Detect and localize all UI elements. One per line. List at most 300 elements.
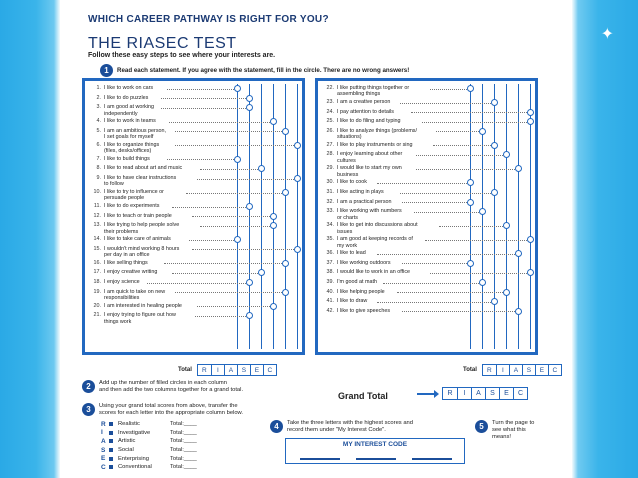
leader-dots	[189, 240, 236, 241]
answer-circle[interactable]	[479, 279, 486, 286]
leader-dots	[402, 263, 469, 264]
statement-number: 4.	[96, 118, 101, 125]
statement-line: I like to do puzzles	[104, 94, 149, 101]
letter-box-c[interactable]: C	[513, 388, 527, 399]
step-5-line-3: means!	[492, 434, 512, 441]
statement-number: 33.	[326, 208, 334, 215]
answer-circle[interactable]	[270, 222, 277, 229]
letter-box-i[interactable]: I	[496, 365, 509, 375]
leader-dots	[411, 112, 529, 113]
answer-circle[interactable]	[246, 312, 253, 319]
answer-circle[interactable]	[467, 199, 474, 206]
statement-number: 11.	[93, 203, 101, 209]
leader-dots	[172, 207, 248, 208]
statement-row	[89, 289, 239, 302]
answer-circle[interactable]	[234, 85, 241, 92]
statement-line: I like helping people	[337, 288, 385, 295]
legend-letter: E	[101, 455, 106, 463]
score-column-divider	[506, 84, 507, 349]
leader-dots	[397, 292, 505, 293]
leader-dots	[383, 283, 481, 284]
statement-line: my work	[337, 242, 358, 249]
statement-line: per day in an office	[104, 252, 150, 259]
legend-type-name: Conventional	[118, 464, 152, 471]
total-row-left	[178, 364, 277, 376]
answer-circle[interactable]	[491, 189, 498, 196]
riasec-legend	[101, 420, 210, 472]
statement-number: 30.	[326, 179, 334, 186]
leader-dots	[192, 216, 272, 217]
leader-dots	[400, 103, 493, 104]
answer-circle[interactable]	[467, 260, 474, 267]
answer-circle[interactable]	[258, 165, 265, 172]
answer-circle[interactable]	[491, 142, 498, 149]
statement-line: I am good at keeping records of	[337, 236, 413, 243]
bullet-square-icon	[109, 431, 113, 435]
legend-total-field[interactable]: Total:____	[170, 438, 197, 445]
statement-line: I like putting things together or	[337, 85, 410, 91]
statement-line: I like acting in plays	[337, 189, 384, 195]
legend-letter: R	[101, 420, 106, 428]
answer-circle[interactable]	[246, 203, 253, 210]
step-1-text: Read each statement. If you agree with the statement, fill in the circle. There are no wrong answers!	[117, 67, 410, 74]
leader-dots	[164, 263, 284, 264]
step-2	[82, 380, 243, 394]
leader-dots	[425, 240, 529, 241]
statement-text	[104, 222, 239, 235]
statement-line: I like to work in teams	[104, 118, 156, 125]
statement-number: 14.	[93, 236, 101, 243]
step-5-text	[492, 420, 534, 442]
grand-total-boxes	[442, 387, 528, 400]
step-3	[82, 403, 243, 417]
leader-dots	[192, 249, 296, 250]
statements-panel-left	[82, 78, 305, 355]
statement-row	[89, 246, 239, 259]
statement-line: I like to work on cars	[104, 85, 154, 91]
answer-circle[interactable]	[294, 246, 301, 253]
step-2-line-2: and then add the two columns together for a grand total.	[99, 387, 244, 394]
statement-line: I am a practical person	[337, 198, 392, 205]
leader-dots	[430, 89, 469, 90]
statement-number: 25.	[326, 118, 334, 125]
statement-line: situations)	[337, 134, 362, 141]
leader-dots	[175, 145, 296, 146]
statement-line: I like to have clear instructions	[104, 175, 177, 181]
step-5-line-1: Turn the page to	[492, 420, 535, 426]
step-3-line-1: Using your grand total scores from above, transfer the	[99, 403, 238, 409]
statement-line: I set goals for myself	[104, 134, 154, 141]
letter-box-e[interactable]: E	[250, 365, 263, 375]
legend-row	[101, 463, 210, 472]
statement-line: I like to play instruments or sing	[337, 141, 413, 148]
statement-line: I pay attention to details	[337, 108, 394, 115]
statement-line: I like to do experiments	[104, 203, 160, 209]
page-subtitle: Follow these easy steps to see where your interests are.	[88, 52, 276, 59]
answer-circle[interactable]	[467, 85, 474, 92]
leader-dots	[402, 311, 517, 312]
leader-dots	[175, 292, 284, 293]
statement-line: independently	[104, 110, 138, 117]
answer-circle[interactable]	[527, 118, 534, 125]
answer-circle[interactable]	[503, 289, 510, 296]
statement-line: I like to do filing and typing	[337, 118, 401, 125]
leader-dots	[186, 193, 284, 194]
answer-circle[interactable]	[503, 222, 510, 229]
legend-letter: C	[101, 463, 106, 471]
statement-line: I like to try to influence or	[104, 189, 164, 195]
answer-circle[interactable]	[246, 279, 253, 286]
statement-line: to follow	[104, 181, 124, 188]
legend-row	[101, 437, 210, 446]
statement-number: 22.	[326, 85, 334, 91]
legend-total-field[interactable]: Total:____	[170, 464, 197, 471]
statement-line: I like working outdoors	[337, 259, 391, 266]
total-label: Total	[178, 367, 192, 373]
statement-line: I enjoy trying to figure out how	[104, 312, 176, 319]
statement-number: 29.	[326, 165, 334, 172]
statement-number: 7.	[96, 155, 101, 162]
leader-dots	[422, 122, 529, 123]
bullet-square-icon	[109, 457, 113, 461]
leader-dots	[197, 306, 272, 307]
leader-dots	[430, 273, 529, 274]
leader-dots	[167, 159, 236, 160]
step-2-line-1: Add up the number of filled circles in each column	[99, 380, 227, 386]
statement-number: 39.	[326, 279, 334, 285]
statement-line: responsibilities	[104, 295, 140, 302]
bullet-square-icon	[109, 448, 113, 452]
statement-line: I like to read about art and music	[104, 165, 183, 172]
statement-line: I like to get into discussions about	[337, 222, 418, 229]
answer-circle[interactable]	[491, 298, 498, 305]
answer-circle[interactable]	[527, 236, 534, 243]
bullet-square-icon	[109, 465, 113, 469]
answer-circle[interactable]	[282, 189, 289, 196]
statement-number: 18.	[93, 279, 101, 285]
answer-circle[interactable]	[527, 269, 534, 276]
answer-circle[interactable]	[282, 128, 289, 135]
leader-dots	[377, 302, 493, 303]
grand-total-label: Grand Total	[338, 391, 388, 401]
leader-dots	[172, 273, 260, 274]
statement-number: 21.	[93, 312, 101, 319]
statement-number: 35.	[326, 236, 334, 243]
total-label: Total	[463, 367, 477, 373]
step-3-text	[99, 403, 243, 417]
statement-text	[104, 289, 239, 302]
interest-code-blank-3[interactable]	[412, 458, 452, 460]
letter-box-i[interactable]: I	[457, 388, 471, 399]
statement-line: their problems	[104, 228, 139, 235]
leader-dots	[433, 145, 493, 146]
statement-line: issues	[337, 228, 353, 235]
worksheet-header: WHICH CAREER PATHWAY IS RIGHT FOR YOU?	[88, 14, 329, 25]
statement-text	[104, 246, 239, 259]
statement-row	[322, 222, 472, 235]
statement-line: or charts	[337, 214, 358, 221]
answer-circle[interactable]	[479, 208, 486, 215]
leader-dots	[400, 193, 493, 194]
statement-line: I am quick to take on new	[104, 288, 166, 295]
legend-total-field[interactable]: Total:____	[170, 429, 197, 436]
step-number-badge: 1	[100, 64, 113, 77]
letter-box-r[interactable]: R	[447, 390, 453, 397]
total-boxes-right	[482, 364, 562, 376]
legend-letter: S	[101, 446, 106, 454]
statement-number: 34.	[326, 222, 334, 229]
legend-row	[101, 454, 210, 463]
answer-circle[interactable]	[491, 99, 498, 106]
total-boxes-left	[197, 364, 277, 376]
statement-line: I am good at working	[104, 104, 155, 111]
statement-row	[89, 312, 239, 325]
legend-total-field[interactable]: Total:____	[170, 421, 197, 428]
statement-number: 13.	[93, 222, 101, 229]
arrow-right-icon	[417, 393, 435, 395]
leader-dots	[416, 169, 517, 170]
statement-line: I enjoy learning about other	[337, 151, 403, 158]
statement-number: 3.	[96, 104, 101, 111]
legend-type-name: Realistic	[118, 421, 140, 428]
answer-circle[interactable]	[282, 260, 289, 267]
statement-row	[322, 165, 472, 178]
statement-text	[104, 128, 239, 141]
statement-number: 27.	[326, 141, 334, 148]
page-title: THE RIASEC TEST	[88, 35, 237, 52]
letter-box-s[interactable]: S	[485, 388, 499, 399]
leader-dots	[167, 89, 236, 90]
legend-row	[101, 446, 210, 455]
statement-number: 6.	[96, 141, 101, 148]
statement-number: 2.	[96, 94, 101, 101]
legend-row	[101, 420, 210, 429]
statement-number: 41.	[326, 298, 334, 305]
letter-box-c[interactable]: C	[263, 365, 276, 375]
leader-dots	[439, 226, 505, 227]
statement-line: I like to teach or train people	[104, 212, 172, 219]
answer-circle[interactable]	[479, 128, 486, 135]
step-1	[100, 64, 409, 77]
my-interest-code-box	[285, 438, 465, 464]
statement-row	[89, 104, 239, 117]
statement-number: 24.	[326, 108, 334, 115]
statement-line: I'm good at math	[337, 279, 377, 285]
step-3-line-2: scores for each letter into the appropriate column below.	[99, 410, 244, 417]
score-column-divider	[285, 84, 286, 349]
letter-box-i[interactable]: I	[211, 365, 224, 375]
statement-line: persuade people	[104, 195, 145, 202]
legend-total-field[interactable]: Total:____	[170, 455, 197, 462]
statement-number: 8.	[96, 165, 101, 172]
step-4-line-2: record them under "My Interest Code".	[287, 427, 386, 434]
leader-dots	[414, 212, 481, 213]
letter-box-e[interactable]: E	[535, 365, 548, 375]
leader-dots	[161, 98, 248, 99]
statement-number: 10.	[93, 189, 101, 195]
statement-text	[337, 165, 472, 178]
leader-dots	[416, 155, 505, 156]
statement-number: 12.	[93, 212, 101, 219]
statement-text	[337, 208, 472, 221]
statement-number: 36.	[326, 250, 334, 257]
statement-text	[104, 104, 239, 117]
statement-line: I like to organize things	[104, 141, 160, 148]
letter-box-r[interactable]: R	[202, 366, 207, 374]
legend-type-name: Social	[118, 447, 134, 454]
statement-text	[337, 236, 472, 249]
statement-line: I like to build things	[104, 155, 150, 162]
answer-circle[interactable]	[515, 165, 522, 172]
bullet-square-icon	[109, 422, 113, 426]
statement-line: I like to give speeches	[337, 307, 391, 314]
statement-line: I like selling things	[104, 259, 148, 266]
leader-dots	[402, 202, 469, 203]
statement-line: I enjoy science	[104, 279, 140, 285]
answer-circle[interactable]	[270, 213, 277, 220]
letter-box-a[interactable]: A	[471, 388, 485, 399]
total-row-right	[463, 364, 562, 376]
statement-number: 38.	[326, 269, 334, 276]
leader-dots	[200, 226, 272, 227]
statement-line: I am a creative person	[337, 99, 391, 105]
interest-code-blank-1[interactable]	[300, 458, 340, 460]
legend-type-name: Enterprising	[118, 455, 149, 462]
letter-box-r[interactable]: R	[487, 366, 492, 374]
legend-type-name: Investigative	[118, 429, 151, 436]
answer-circle[interactable]	[270, 303, 277, 310]
statement-line: I would like to work in an office	[337, 269, 411, 276]
letter-box-a[interactable]: A	[224, 365, 237, 375]
statement-line: I am interested in healing people	[104, 302, 182, 309]
legend-total-field[interactable]: Total:____	[170, 447, 197, 454]
statement-line: business	[337, 171, 359, 178]
statement-text	[104, 142, 239, 155]
statement-number: 16.	[93, 259, 101, 266]
answer-circle[interactable]	[246, 104, 253, 111]
statement-text	[104, 175, 239, 188]
statement-row	[89, 142, 239, 155]
statement-row	[322, 85, 472, 98]
answer-circle[interactable]	[294, 142, 301, 149]
statement-number: 37.	[326, 259, 334, 266]
letter-box-e[interactable]: E	[499, 388, 513, 399]
statement-line: I like to take care of animals	[104, 236, 171, 243]
statement-number: 15.	[93, 245, 101, 252]
answer-circle[interactable]	[515, 308, 522, 315]
statement-line: things work	[104, 318, 132, 325]
statement-line: (files, desks/offices)	[104, 148, 152, 155]
answer-circle[interactable]	[467, 179, 474, 186]
step-number-badge: 4	[270, 420, 283, 433]
leader-dots	[169, 122, 272, 123]
statement-line: I like to cook	[337, 179, 367, 186]
statement-row	[89, 175, 239, 188]
statement-number: 28.	[326, 151, 334, 158]
answer-circle[interactable]	[515, 250, 522, 257]
letter-box-a[interactable]: A	[509, 365, 522, 375]
letter-box-s[interactable]: S	[237, 365, 250, 375]
statement-line: cultures	[337, 157, 356, 164]
statement-line: I would like to start my own	[337, 165, 402, 172]
answer-circle[interactable]	[294, 175, 301, 182]
statement-row	[89, 222, 239, 235]
statement-text	[337, 151, 472, 164]
answer-circle[interactable]	[246, 95, 253, 102]
statement-number: 23.	[326, 99, 334, 105]
statement-number: 17.	[93, 269, 101, 276]
statement-line: I like to draw	[337, 298, 368, 305]
answer-circle[interactable]	[234, 156, 241, 163]
letter-box-s[interactable]: S	[522, 365, 535, 375]
statement-row	[322, 208, 472, 221]
statement-line: I wouldn't mind working 8 hours	[104, 245, 180, 252]
answer-circle[interactable]	[234, 236, 241, 243]
step-4-text	[287, 420, 413, 434]
statement-text	[104, 189, 239, 202]
answer-circle[interactable]	[503, 151, 510, 158]
answer-circle[interactable]	[270, 118, 277, 125]
statement-number: 26.	[326, 127, 334, 134]
statement-number: 9.	[96, 175, 101, 181]
statement-number: 20.	[93, 302, 101, 309]
step-4	[270, 420, 413, 434]
statement-number: 40.	[326, 288, 334, 295]
my-interest-code-title: MY INTEREST CODE	[342, 441, 408, 448]
score-column-divider	[494, 84, 495, 349]
statement-text	[337, 128, 472, 141]
statement-line: I enjoy creative writing	[104, 269, 158, 276]
leader-dots	[377, 254, 517, 255]
answer-circle[interactable]	[258, 269, 265, 276]
leader-dots	[377, 183, 469, 184]
score-column-divider	[297, 84, 298, 349]
statement-number: 5.	[96, 127, 101, 134]
statements-panel-right	[315, 78, 538, 355]
answer-circle[interactable]	[282, 289, 289, 296]
bullet-square-icon	[109, 439, 113, 443]
worksheet-page	[80, 0, 558, 478]
statement-number: 1.	[96, 85, 101, 91]
interest-code-blank-2[interactable]	[356, 458, 396, 460]
legend-type-name: Artistic	[118, 438, 136, 445]
statement-number: 42.	[326, 307, 334, 314]
statement-row	[322, 151, 472, 164]
step-number-badge: 3	[82, 403, 95, 416]
step-2-text	[99, 380, 243, 394]
step-number-badge: 5	[475, 420, 488, 433]
answer-circle[interactable]	[527, 109, 534, 116]
star-icon: ✦	[600, 24, 614, 43]
leader-dots	[195, 316, 248, 317]
legend-letter: I	[101, 429, 103, 437]
leader-dots	[200, 169, 260, 170]
leader-dots	[175, 131, 284, 132]
letter-box-c[interactable]: C	[548, 365, 561, 375]
statement-line: I like trying to help people solve	[104, 222, 180, 229]
statement-line: I like to analyze things (problems/	[337, 127, 417, 134]
statement-text	[337, 85, 472, 98]
statement-number: 31.	[326, 189, 334, 195]
statement-number: 32.	[326, 198, 334, 205]
leader-dots	[436, 131, 481, 132]
grand-total-letter-boxes	[442, 387, 528, 400]
statement-line: I like to lead	[337, 250, 366, 257]
step-5-line-2: see what this	[492, 427, 526, 434]
statement-line: I like working with numbers	[337, 208, 402, 215]
leader-dots	[197, 179, 296, 180]
statement-row	[89, 128, 239, 141]
